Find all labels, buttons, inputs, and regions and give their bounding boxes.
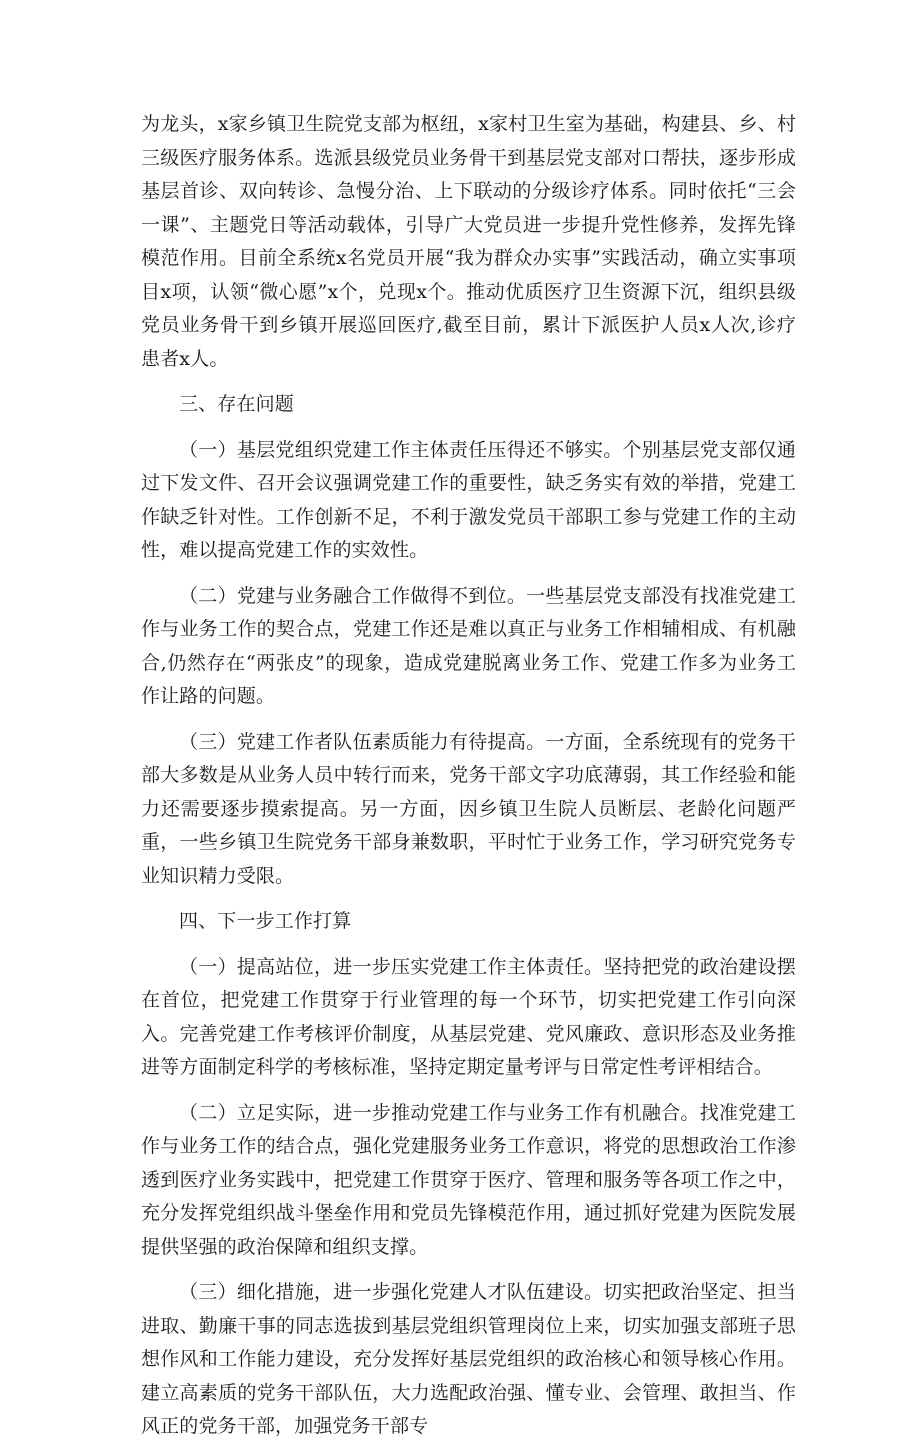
paragraph-problem-2: （二）党建与业务融合工作做得不到位。一些基层党支部没有找准党建工作与业务工作的契合点，党建工作还是难以真正与业务工作相辅相成、有机融合,仍然存在“两张皮”的现象，造成党建脱离业务工作、党建工作多为业务工作让路的问题。 xyxy=(141,584,796,707)
paragraph-plan-1: （一）提高站位，进一步压实党建工作主体责任。坚持把党的政治建设摆在首位，把党建工作贯穿于行业管理的每一个环节，切实把党建工作引向深入。完善党建工作考核评价制度，从基层党建、党风廉政、意识形态及业务推进等方面制定科学的考核标准，坚持定期定量考评与日常定性考评相结合。 xyxy=(141,955,796,1078)
paragraph-problem-1: （一）基层党组织党建工作主体责任压得还不够实。个别基层党支部仅通过下发文件、召开会议强调党建工作的重要性，缺乏务实有效的举措，党建工作缺乏针对性。工作创新不足，不利于激发党员干部职工参与党建工作的主动性，难以提高党建工作的实效性。 xyxy=(141,438,796,561)
document-page xyxy=(141,108,796,1456)
section-heading-problems: 三、存在问题 xyxy=(179,393,294,415)
section-heading-next-steps: 四、下一步工作打算 xyxy=(179,910,352,932)
paragraph-plan-2: （二）立足实际，进一步推动党建工作与业务工作有机融合。找准党建工作与业务工作的结合点，强化党建服务业务工作意识，将党的思想政治工作渗透到医疗业务实践中，把党建工作贯穿于医疗、管理和服务等各项工作之中，充分发挥党组织战斗堡垒作用和党员先锋模范作用，通过抓好党建为医院发展提供坚强的政治保障和组织支撑。 xyxy=(141,1101,796,1258)
paragraph-plan-3: （三）细化措施，进一步强化党建人才队伍建设。切实把政治坚定、担当进取、勤廉干事的同志选拔到基层党组织管理岗位上来，切实加强支部班子思想作风和工作能力建设，充分发挥好基层党组织的政治核心和领导核心作用。建立高素质的党务干部队伍，大力选配政治强、懂专业、会管理、敢担当、作风正的党务干部，加强党务干部专 xyxy=(141,1281,796,1437)
paragraph-intro-continued: 为龙头，x家乡镇卫生院党支部为枢纽，x家村卫生室为基础，构建县、乡、村三级医疗服务体系。选派县级党员业务骨干到基层党支部对口帮扶，逐步形成基层首诊、双向转诊、急慢分治、上下联动的分级诊疗体系。同时依托“三会一课”、主题党日等活动载体，引导广大党员进一步提升党性修养，发挥先锋模范作用。目前全系统x名党员开展“我为群众办实事”实践活动，确立实事项目x项，认领“微心愿”x个，兑现x个。推动优质医疗卫生资源下沉，组织县级党员业务骨干到乡镇开展巡回医疗,截至目前，累计下派医护人员x人次,诊疗患者x人。 xyxy=(141,113,796,370)
paragraph-problem-3: （三）党建工作者队伍素质能力有待提高。一方面，全系统现有的党务干部大多数是从业务人员中转行而来，党务干部文字功底薄弱，其工作经验和能力还需要逐步摸索提高。另一方面，因乡镇卫生院人员断层、老龄化问题严重，一些乡镇卫生院党务干部身兼数职，平时忙于业务工作，学习研究党务专业知识精力受限。 xyxy=(141,730,796,887)
